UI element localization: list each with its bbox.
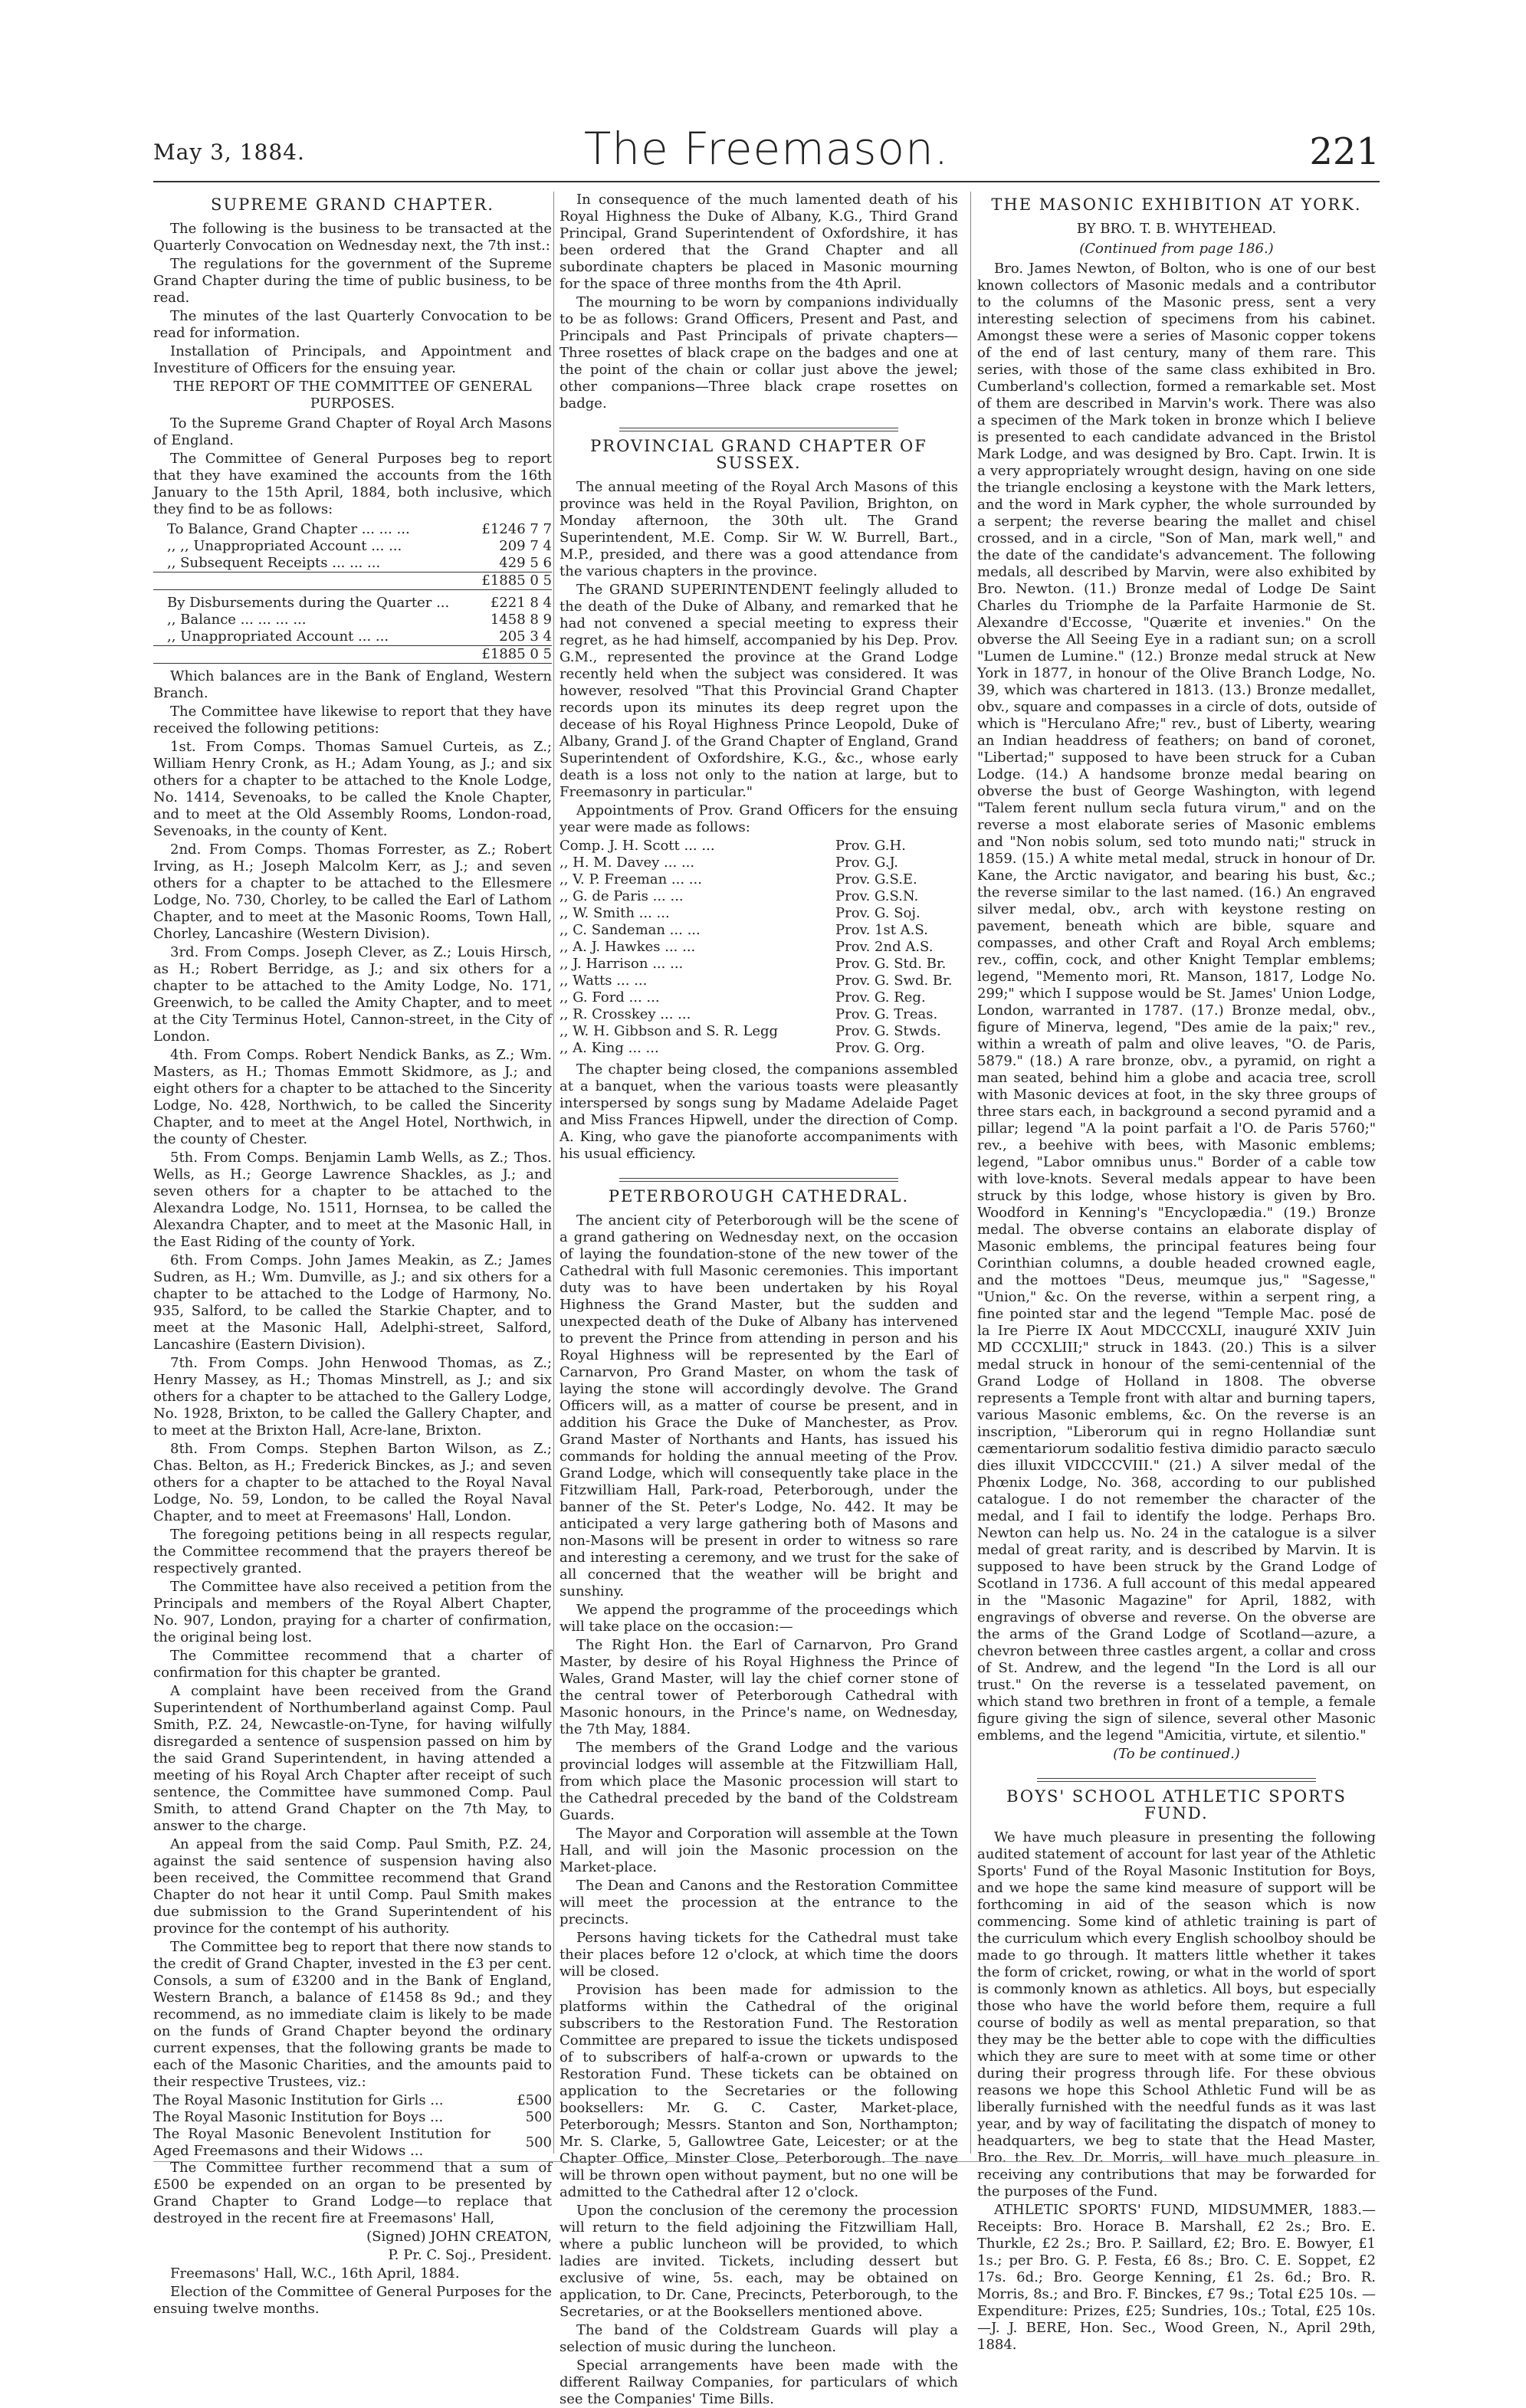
table-row: ,, Balance ... ... ... ... 1458 8 9 bbox=[167, 612, 552, 628]
paragraph: The chapter being closed, the companions assembled at a banquet, when the various toasts were pleasantly interspersed by songs sung by Madame Adelaide Paget and Miss Frances Hipwell, under the direction of Comp. A. King, who gave the pianoforte accompaniments with his usual efficiency. bbox=[560, 1061, 958, 1162]
signature-role: P. Pr. C. Soj., President. bbox=[388, 2247, 552, 2263]
paragraph: We have much pleasure in presenting the following audited statement of account for last year of the Athletic Sports' Fund of the Royal Masonic Institution for Boys, and we hope the same kind measure of support will be forthcoming in aid of the season which is now commencing. Some kind of athletic training is part of the curriculum which every English schoolboy should be made to go through. It matters little whether it takes the form of cricket, rowing, or what in the world of sport is commonly known as athletics. All boys, but especially those who have the world before them, require a full course of bodily as well as mental preparation, so that they may be the better able to cope with the difficulties which they are sure to meet with at some time or other during their progress through life. For these obvious reasons we hope this School Athletic Fund will be as liberally furnished with the needful funds as it was last year, and by way of facilitating the dispatch of money to headquarters, we beg to state that the Head Master, Bro. the Rev. Dr. Morris, will have much pleasure in receiving any contributions that may be forwarded for the purposes of the Fund. bbox=[977, 1829, 1376, 2200]
paragraph: Installation of Principals, and Appointment and Investiture of Officers for the ensuing year. bbox=[153, 343, 552, 376]
paragraph: Persons having tickets for the Cathedral must take their places before 12 o'clock, at which time the doors will be closed. bbox=[560, 1930, 958, 1980]
paragraph: 1st. From Comps. Thomas Samuel Curteis, as Z.; William Henry Cronk, as H.; Adam Young, as J.; and six others for a chapter to be attached to the Knole Lodge, No. 1414, Sevenoaks, to be called the Knole Chapter, and to meet at the Old Assembly Rooms, London-road, Sevenoaks, in the county of Kent. bbox=[153, 739, 552, 839]
paragraph: The Committee of General Purposes beg to report that they have examined the accounts from the 16th January to the 15th April, 1884, both inclusive, which they find to be as follows: bbox=[153, 451, 552, 517]
column-1 bbox=[153, 192, 552, 2317]
column-divider bbox=[553, 192, 554, 2154]
page-bottom-rule bbox=[153, 2161, 1380, 2162]
paragraph: 6th. From Comps. John James Meakin, as Z.; James Sudren, as H.; Wm. Dumville, as J.; and six others for a chapter to be attached to the Lodge of Harmony, No. 935, Salford, to be called the Starkie Chapter, and to meet at the Masonic Hall, Adelphi-street, Salford, Lancashire (Eastern Division). bbox=[153, 1252, 552, 1353]
paragraph: The Committee recommend that a charter of confirmation for this chapter be granted. bbox=[153, 1648, 552, 1681]
paragraph: To the Supreme Grand Chapter of Royal Arch Masons of England. bbox=[153, 415, 552, 448]
newspaper-title: The Freemason. bbox=[583, 123, 950, 175]
paragraph: Special arrangements have been made with the different Railway Companies, for particulars of which see the Companies' Time Bills. bbox=[560, 2357, 958, 2407]
byline: BY BRO. T. B. WHYTEHEAD. bbox=[1076, 221, 1277, 237]
masthead bbox=[153, 123, 1380, 178]
masthead-rule bbox=[153, 181, 1380, 182]
table-row: ,, J. Harrison ... ... Prov. G. Std. Br. bbox=[560, 956, 947, 972]
paragraph: Election of the Committee of General Purposes for the ensuing twelve months. bbox=[153, 2284, 552, 2317]
paragraph: 8th. From Comps. Stephen Barton Wilson, as Z.; Chas. Belton, as H.; Frederick Binckes, as J.; and seven others for a chapter to be attached to the Royal Naval Lodge, No. 59, London, to be called the Royal Naval Chapter, and to meet at Freemasons' Hall, London. bbox=[153, 1441, 552, 1524]
table-row: ,, H. M. Davey ... ... Prov. G.J. bbox=[560, 855, 899, 871]
table-row: By Disbursements during the Quarter ... £221 8 4 bbox=[167, 595, 552, 611]
paragraph: A complaint have been received from the Grand Superintendent of Northumberland against Comp. Paul Smith, P.Z. 24, Newcastle-on-Tyne, for having wilfully disregarded a sentence of suspension passed on him by the said Grand Superintendent, in having attended a meeting of his Royal Arch Chapter after receipt of such sentence, the Committee have summoned Comp. Paul Smith, to attend Grand Chapter on the 7th May, to answer to the charge. bbox=[153, 1683, 552, 1834]
table-row: The Royal Masonic Institution for Girls ... £500 bbox=[153, 2092, 552, 2108]
paragraph: An appeal from the said Comp. Paul Smith, P.Z. 24, against the said sentence of suspension having also been received, the Committee recommend that Grand Chapter do not hear it until Comp. Paul Smith makes due submission to the Grand Superintendent of his province for the contempt of his authority. bbox=[153, 1836, 552, 1937]
paragraph: 4th. From Comps. Robert Nendick Banks, as Z.; Wm. Masters, as H.; Thomas Emmott Skidmore, as J.; and eight others for a chapter to be attached to the Sincerity Lodge, No. 428, Northwich, to be called the Sincerity Chapter, and to meet at the Angel Hotel, Northwich, in the county of Chester. bbox=[153, 1047, 552, 1147]
table-row: ,, W. H. Gibbson and S. R. Legg Prov. G. Stwds. bbox=[560, 1023, 941, 1039]
paragraph: The Dean and Canons and the Restoration Committee will meet the procession at the entrance to the precincts. bbox=[560, 1878, 958, 1927]
paragraph: The Right Hon. the Earl of Carnarvon, Pro Grand Master, by desire of his Royal Highness the Prince of Wales, Grand Master, will lay the chief corner stone of the central tower of Peterborough Cathedral with Masonic honours, in the Prince's name, on Wednesday, the 7th May, 1884. bbox=[560, 1637, 958, 1737]
paragraph: The ancient city of Peterborough will be the scene of a grand gathering on Wednesday next, on the occasion of laying the foundation-stone of the new tower of the Cathedral with full Masonic ceremonies. This important duty was to have been undertaken by his Royal Highness the Grand Master, but the sudden and unexpected death of the Duke of Albany has intervened to prevent the Prince from attending in person and his Royal Highness will be represented by the Earl of Carnarvon, Pro Grand Master, on whom the task of laying the stone will accordingly devolve. The Grand Officers will, as a matter of course be present, and in addition his Grace the Duke of Manchester, as Prov. Grand Master of Northants and Hants, has issued his commands for holding the annual meeting of the Prov. Grand Lodge, which will consequently take place in the Fitzwilliam Hall, Park-road, Peterborough, under the banner of the St. Peter's Lodge, No. 442. It may be anticipated a very large gathering both of Masons and non-Masons will be present in order to witness so rare and interesting a ceremony, and we trust for the sake of all concerned that the weather will be bright and sunshiny. bbox=[560, 1212, 958, 1599]
paragraph: 5th. From Comps. Benjamin Lamb Wells, as Z.; Thos. Wells, as H.; George Lawrence Shackles, as J.; and seven others for a chapter to be attached to the Alexandra Lodge, No. 1511, Hornsea, to be called the Alexandra Chapter, and to meet at the Masonic Hall, in the East Riding of the county of York. bbox=[153, 1150, 552, 1250]
to-be-continued-note: (To be continued.) bbox=[1113, 1746, 1240, 1762]
paragraph: 3rd. From Comps. Joseph Clever, as Z.; Louis Hirsch, as H.; Robert Berridge, as J.; and six others for a chapter to be attached to the Amity Lodge, No. 171, Greenwich, to be called the Amity Chapter, and to meet at the City Terminus Hotel, Cannon-street, in the City of London. bbox=[153, 944, 552, 1045]
article-heading: PROVINCIAL GRAND CHAPTER OF SUSSEX. bbox=[590, 437, 927, 472]
table-row: ,, G. Ford ... ... Prov. G. Reg. bbox=[560, 989, 926, 1006]
account-table-receipts bbox=[153, 521, 552, 590]
paragraph: Provision has been made for admission to the platforms within the Cathedral of the original subscribers to the Restoration Fund. The Restoration Committee are prepared to issue the tickets undisposed of to subscribers of half-a-crown or upwards to the Restoration Fund. These tickets can be obtained on application to the Secretaries or the following booksellers: Mr. G. C. Caster, Market-place, Peterborough; Messrs. Stanton and Son, Northampton; Mr. S. Clarke, 5, Gallowtree Gate, Leicester; or at the Chapter Office, Minster Close, Peterborough. The nave will be thrown open without payment, but no one will be admitted to the Cathedral after 12 o'clock. bbox=[560, 1982, 958, 2200]
table-total-row: £1885 0 5 bbox=[153, 572, 552, 590]
table-row: ,, A. King ... ... Prov. G. Org. bbox=[560, 1040, 925, 1056]
officers-table bbox=[560, 838, 958, 1057]
signature: (Signed) JOHN CREATON, bbox=[366, 2229, 552, 2245]
column-divider bbox=[970, 192, 971, 2154]
table-row: The Royal Masonic Institution for Boys ... 500 bbox=[153, 2109, 552, 2125]
paragraph: Appointments of Prov. Grand Officers for the ensuing year were made as follows: bbox=[560, 802, 958, 835]
grants-table bbox=[153, 2092, 552, 2160]
paragraph: The Committee beg to report that there now stands to the credit of Grand Chapter, invested in the £3 per cent. Consols, a sum of £3200 and in the Bank of England, Western Branch, a balance of £1458 8s 9d.; and they recommend, as no immediate claim is likely to be made on the funds of Grand Chapter beyond the ordinary current expenses, that the following grants be made to each of the Masonic Charities, and the amounts paid to their respective Trustees, viz.: bbox=[153, 1939, 552, 2090]
paragraph: Which balances are in the Bank of England, Western Branch. bbox=[153, 668, 552, 701]
paragraph: The Committee have likewise to report that they have received the following petitions: bbox=[153, 704, 552, 737]
table-row: ,, A. J. Hawkes ... ... Prov. 2nd A.S. bbox=[560, 939, 934, 955]
paragraph: The members of the Grand Lodge and the various provincial lodges will assemble at the Fitzwilliam Hall, from which place the Masonic procession will start to the Cathedral preceded by the band of the Coldstream Guards. bbox=[560, 1740, 958, 1823]
section-divider bbox=[619, 428, 898, 431]
issue-date: May 3, 1884. bbox=[153, 139, 305, 165]
paragraph: ATHLETIC SPORTS' FUND, MIDSUMMER, 1883.—Receipts: Bro. Horace B. Marshall, £2 2s.; Bro. E. Thurkle, £2 2s.; Bro. P. Saillard, £2; Bro. E. Bowyer, £1 1s.; per Bro. G. P. Festa, £6 8s.; Bro. C. E. Soppet, £2 17s. 6d.; Bro. George Kenning, £1 2s. 6d.; Bro. R. Morris, 8s.; and Bro. F. Binckes, £7 9s.; Total £25 10s. —Expenditure: Prizes, £25; Sundries, 10s.; Total, £25 10s.—J. J. BERE, Hon. Sec., Wood Green, N., April 29th, 1884. bbox=[977, 2202, 1376, 2353]
paragraph: The Mayor and Corporation will assemble at the Town Hall, and will join the Masonic procession on the Market-place. bbox=[560, 1826, 958, 1875]
article-heading: THE MASONIC EXHIBITION AT YORK. bbox=[991, 195, 1362, 214]
page-number: 221 bbox=[1309, 130, 1380, 173]
table-row: ,, V. P. Freeman ... ... Prov. G.S.E. bbox=[560, 871, 917, 887]
table-row: Comp. J. H. Scott ... ... Prov. G.H. bbox=[560, 838, 906, 854]
column-2 bbox=[560, 192, 958, 2407]
paragraph: In consequence of the much lamented death of his Royal Highness the Duke of Albany, K.G., Third Grand Principal, Grand Superintendent of Oxfordshire, it has been ordered that the Grand Chapter and all subordinate chapters be placed in Masonic mourning for the space of three months from the 4th April. bbox=[560, 192, 958, 292]
paragraph: 7th. From Comps. John Henwood Thomas, as Z.; Henry Massey, as H.; Thomas Minstrell, as J.; and six others for a chapter to be attached to the Gallery Lodge, No. 1928, Brixton, to be called the Gallery Chapter, and to meet at the Brixton Hall, Acre-lane, Brixton. bbox=[153, 1355, 552, 1439]
table-row: ,, W. Smith ... ... Prov. G. Soj. bbox=[560, 905, 921, 921]
paragraph: The Committee further recommend that a sum of £500 be expended on an organ to be presented by Grand Chapter to Grand Lodge—to replace that destroyed in the recent fire at Freemasons' Hall, bbox=[153, 2160, 552, 2226]
paragraph: The minutes of the last Quarterly Convocation to be read for information. bbox=[153, 308, 552, 341]
table-row: ,, Unappropriated Account ... ... 205 3 4 bbox=[167, 628, 552, 645]
article-heading: PETERBOROUGH CATHEDRAL. bbox=[608, 1187, 910, 1206]
continued-note: (Continued from page 186.) bbox=[1079, 241, 1274, 257]
paragraph: The annual meeting of the Royal Arch Masons of this province was held in the Royal Pavilion, Brighton, on Monday afternoon, the 30th ult. The Grand Superintendent, M.E. Comp. Sir W. W. Burrell, Bart., M.P., presided, and there was a good attendance from the various chapters in the province. bbox=[560, 479, 958, 579]
table-row: The Royal Masonic Benevolent Institution for Aged Freemasons and their Widows ... 500 bbox=[153, 2126, 552, 2159]
paragraph: Bro. James Newton, of Bolton, who is one of our best known collectors of Masonic medals and a contributor to the columns of the Masonic press, sent a very interesting selection of specimens from his cabinet. Amongst these were a series of Masonic copper tokens of the end of last century, many of them rare. This series, with those of the same class exhibited in Bro. Cumberland's collection, formed a remarkable set. Most of them are described in Marvin's work. There was also a specimen of the Mark token in bronze which I believe is presented to each candidate advanced in the Bristol Mark Lodge, and was designed by Bro. Capt. Irwin. It is a very appropriately wrought design, having on one side the triangle enclosing a keystone with the Mark letters, and the word in Mark cypher, the whole surrounded by a serpent; the reverse bearing the mallet and chisel crossed, and in a circle, "Son of Man, mark well," and the date of the candidate's advancement. The following medals, all described by Marvin, were also exhibited by Bro. Newton. (11.) Bronze medal of Lodge De Saint Charles du Triomphe de la Parfaite Harmonie de St. Alexandre d'Eccosse, "Quærite et invenies." On the obverse the All Seeing Eye in a radiant sun; on a scroll "Lumen de Lumine." (12.) Bronze medal struck at New York in 1877, in honour of the Olive Branch Lodge, No. 39, which was chartered in 1813. (13.) Bronze medallet, obv., square and compasses in a circle of dots, outside of which is "Herculano Afre;" rev., bust of Liberty, wearing an Indian headdress of feathers; on band of coronet, "Libertad;" supposed to have been struck for a Cuban Lodge. (14.) A handsome bronze medal bearing on obverse the bust of George Washington, with legend "Talem ferent nullum secla futura virum," and on the reverse a most elaborate series of Masonic emblems and "Non nobis solum, sed toto mundo nati;" struck in 1859. (15.) A white metal medal, struck in honour of Dr. Kane, the Arctic navigator, and bearing his bust, &c.; the reverse similar to the last named. (16.) An engraved silver medal, obv., arch with keystone resting on pavement, beneath which are bible, square and compasses, and other Craft and Royal Arch emblems; rev., coffin, cock, and other Knight Templar emblems; legend, "Memento mori, Rt. Manson, 1817, Lodge No. 299;" which I suppose would be St. James' Union Lodge, London, warranted in 1787. (17.) Bronze medal, obv., figure of Minerva, legend, "Des amie de la paix;" rev., within a wreath of palm and olive leaves, "O. de Paris, 5879." (18.) A rare bronze, obv., a pyramid, on right a man seated, behind him a globe and acacia tree, scroll with Masonic devices at foot, in the sky three groups of three stars each, in background a second pyramid and a pillar; legend "A la point parfait a l'O. de Paris 5760;" rev., a beehive with bees, with Masonic emblems; legend, "Labor omnibus unus." Border of a cable tow with love-knots. Several medals appear to have been struck by this lodge, whose history is given by Bro. Woodford in Kenning's "Encyclopædia." (19.) Bronze medal. The obverse contains an elaborate display of Masonic emblems, the principal features being four Corinthian columns, a double headed crowned eagle, and the mottoes "Deus, meumque jus," "Sagesse," "Union," &c. On the reverse, within a serpent ring, a fine pointed star and the legend "Temple Mac. posé de la Ire Pierre IX Aout MDCCCXLI, inauguré XXIV Juin MD CCCXLIII;" struck in 1843. (20.) This is a silver medal struck in honour of the semi-centennial of the Grand Lodge of Holland in 1808. The obverse represents a Temple front with altar and burning tapers, various Masonic emblems, &c. On the reverse is an inscription, "Liberorum qui in regno Hollandiæ sunt cæmentariorum sodalitio festiva dimidio paracto sæculo dies illuxit VIDCCCVIII." (21.) A silver medal of the Phœnix Lodge, No. 368, according to our published catalogue. I do not remember the character of the medal, and I fail to identify the lodge. Perhaps Bro. Newton can help us. No. 24 in the catalogue is a silver medal of great rarity, and is described by Marvin. It is supposed to have been struck by the Grand Lodge of Scotland in 1736. A full account of this medal appeared in the "Masonic Magazine" for April, 1882, with engravings of obverse and reverse. On the obverse are the arms of the Grand Lodge of Scotland—azure, a chevron between three castles argent, a collar and cross of St. Andrew, and the legend "In the Lord is all our trust." On the reverse is a tesselated pavement, on which stand two brethren in front of a temple, a female figure giving the sign of silence, several other Masonic emblems, and the legend "Amicitia, virtute, et silentio." bbox=[977, 261, 1376, 1744]
paragraph: Upon the conclusion of the ceremony the procession will return to the field adjoining the Fitzwilliam Hall, where a public luncheon will be provided, to which ladies are invited. Tickets, including dessert but exclusive of wine, 5s. each, may be obtained on application, to Dr. Cane, Precincts, Peterborough, to the Secretaries, or at the Booksellers mentioned above. bbox=[560, 2203, 958, 2320]
table-row: ,, Subsequent Receipts ... ... ... 429 5 6 bbox=[167, 555, 552, 571]
paragraph: The mourning to be worn by companions individually to be as follows: Grand Officers, Present and Past, and Principals and Past Principals of private chapters—Three rosettes of black crape on the badges and one at the point of the chain or collar just above the jewel; other companions—Three black crape rosettes on badge. bbox=[560, 294, 958, 412]
paragraph: The following is the business to be transacted at the Quarterly Convocation on Wednesday next, the 7th inst.: bbox=[153, 221, 552, 254]
paragraph: 2nd. From Comps. Thomas Forrester, as Z.; Robert Irving, as H.; Joseph Malcolm Kerr, as J.; and seven others for a chapter to be attached to the Ellesmere Lodge, No. 730, Chorley, to be called the Earl of Lathom Chapter, and to meet at the Masonic Rooms, Town Hall, Chorley, Lancashire (Western Division). bbox=[153, 841, 552, 942]
table-row: ,, Watts ... ... Prov. G. Swd. Br. bbox=[560, 973, 953, 989]
paragraph: We append the programme of the proceedings which will take place on the occasion:— bbox=[560, 1602, 958, 1635]
table-row: ,, C. Sandeman ... ... Prov. 1st A.S. bbox=[560, 922, 928, 938]
table-row: ,, G. de Paris ... ... Prov. G.S.N. bbox=[560, 888, 919, 904]
paragraph: The regulations for the government of the Supreme Grand Chapter during the time of public business, to be read. bbox=[153, 256, 552, 306]
table-row: ,, ,, Unappropriated Account ... ... 209 7 4 bbox=[167, 538, 552, 554]
table-row: To Balance, Grand Chapter ... ... ... £1246 7 7 bbox=[167, 521, 552, 537]
section-divider bbox=[619, 1178, 898, 1182]
article-heading: BOYS' SCHOOL ATHLETIC SPORTS FUND. bbox=[1006, 1787, 1347, 1822]
table-total-row: £1885 0 5 bbox=[153, 646, 552, 664]
dateline: Freemasons' Hall, W.C., 16th April, 1884. bbox=[170, 2265, 460, 2282]
column-3 bbox=[977, 192, 1376, 2353]
table-row: ,, R. Crosskey ... ... Prov. G. Treas. bbox=[560, 1006, 938, 1022]
article-heading: SUPREME GRAND CHAPTER. bbox=[210, 195, 494, 214]
account-table-disbursements bbox=[153, 595, 552, 664]
section-divider bbox=[1037, 1778, 1316, 1782]
paragraph: The Committee have also received a petition from the Principals and members of the Royal Albert Chapter, No. 907, London, praying for a charter of confirmation, the original being lost. bbox=[153, 1579, 552, 1645]
paragraph: The band of the Coldstream Guards will play a selection of music during the luncheon. bbox=[560, 2322, 958, 2355]
paragraph: The foregoing petitions being in all respects regular, the Committee recommend that the prayers thereof be respectively granted. bbox=[153, 1527, 552, 1576]
report-title: THE REPORT OF THE COMMITTEE OF GENERAL PURPOSES. bbox=[173, 379, 532, 412]
paragraph: The GRAND SUPERINTENDENT feelingly alluded to the death of the Duke of Albany, and remarked that he had not convened a special meeting to express their regret, as he had himself, accompanied by his Dep. Prov. G.M., represented the province at the Grand Lodge recently held when the subject was considered. It was however, resolved "That this Provincial Grand Chapter records upon its minutes its deep regret upon the decease of his Royal Highness Prince Leopold, Duke of Albany, Grand J. of the Grand Chapter of England, Grand Superintendent of Oxfordshire, K.G., &c., whose early death is a loss not only to the nation at large, but to Freemasonry in particular." bbox=[560, 582, 958, 800]
